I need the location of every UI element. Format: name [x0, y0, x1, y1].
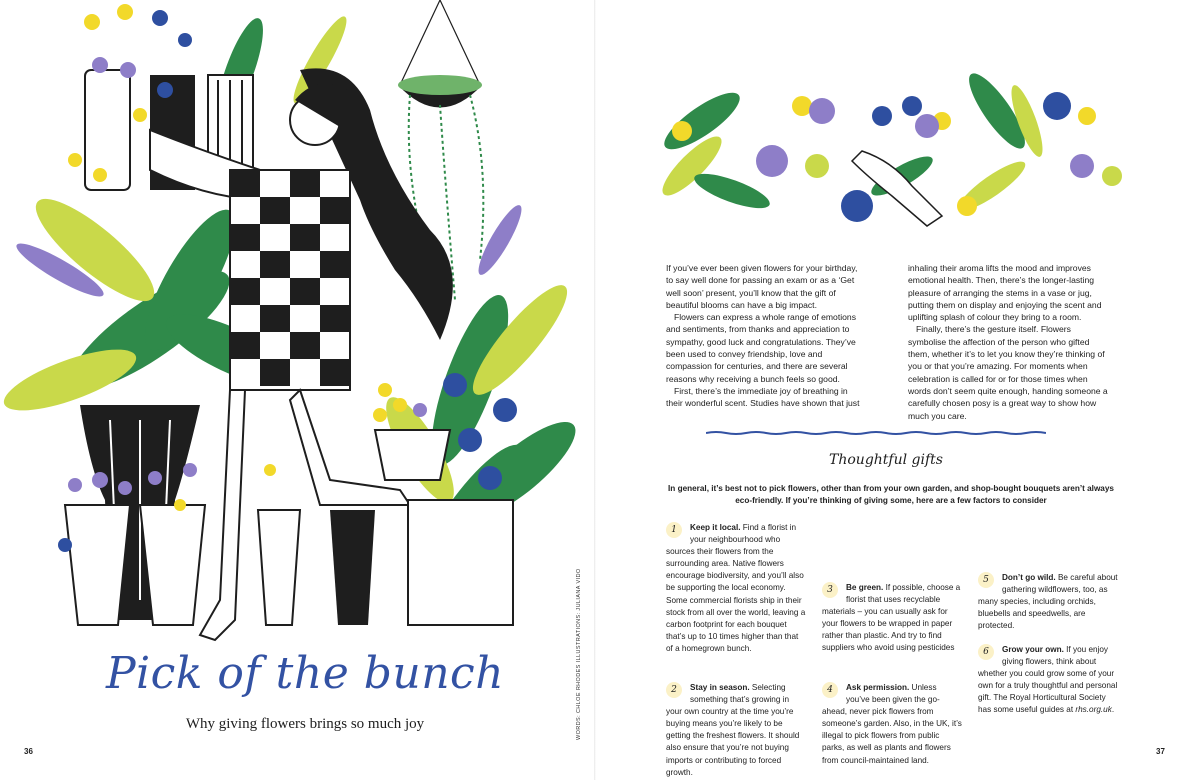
tip-number-badge: 3: [822, 582, 838, 598]
intro-paragraph: inhaling their aroma lifts the mood and improves emotional health. Then, there’s the longer-lasting pleasure of arranging the stems in a vase or jug, putting them on display and enjoying the scent and uplifting splash of colour they bring to a room.: [908, 263, 1102, 323]
page-number-left: 36: [24, 747, 33, 756]
left-page: [0, 0, 595, 780]
tip-item: [666, 522, 806, 655]
tip-text-tail: .: [1111, 705, 1115, 715]
intro-column-1: [666, 262, 866, 410]
article-title: Pick of the bunch: [105, 648, 505, 699]
tip-item: [822, 682, 962, 767]
credit-line: WORDS: CHLOE RHODES ILLUSTRATIONS: JULIANA VIDO: [576, 568, 582, 740]
tip-heading: Ask permission.: [846, 683, 910, 692]
tip-number-badge: 6: [978, 644, 994, 660]
tip-item: [822, 582, 962, 655]
tip-heading: Stay in season.: [690, 683, 750, 692]
tip-number-badge: 5: [978, 572, 994, 588]
woman-arranging-flowers-illustration: [0, 0, 595, 650]
tip-number-badge: 2: [666, 682, 682, 698]
tip-heading: Don’t go wild.: [1002, 573, 1056, 582]
tip-text: Selecting something that’s growing in your own country at the time you’re buying means you’re likely to be getting the freshest flowers. It should also ensure that you’re not buying imports or contributing to forced growth.: [666, 683, 800, 777]
right-page: [596, 0, 1191, 780]
tip-text: If you enjoy giving flowers, think about whether you could grow some of your own for a truly thoughtful and personal gift. The Royal Horticultural Society has some useful guides at: [978, 645, 1118, 715]
tip-number-badge: 4: [822, 682, 838, 698]
box-title: Thoughtful gifts: [829, 452, 943, 468]
tip-heading: Keep it local.: [690, 523, 741, 532]
tip-heading: Be green.: [846, 583, 884, 592]
tip-item: [978, 572, 1118, 632]
article-subtitle: Why giving flowers brings so much joy: [185, 716, 425, 732]
rhs-link[interactable]: rhs.org.uk: [1075, 705, 1112, 715]
wavy-divider: [706, 430, 1046, 436]
intro-paragraph: Finally, there’s the gesture itself. Flowers symbolise the affection of the person who gifted them, whether it’s to let you know they’re thinking of you or that you’re amazing. For moments when celebration is called for or for those times when words don’t seem quite enough, handing someone a carefully chosen posy is a great way to show how much you care.: [908, 324, 1108, 421]
box-intro: In general, it’s best not to pick flowers, other than from your own garden, and shop-bought bouquets aren’t always eco-friendly. If you’re thinking of giving some, here are a few factors to consider: [668, 484, 1114, 505]
intro-paragraph: First, there’s the immediate joy of breathing in their wonderful scent. Studies have shown that just: [666, 385, 860, 409]
intro-paragraph: If you’ve ever been given flowers for your birthday, to say well done for passing an exam or as a ‘Get well soon’ present, you’ll know that the gift of beautiful blooms can have a big impact.: [666, 263, 858, 310]
tip-text: Unless you’ve been given the go-ahead, never pick flowers from someone’s garden. Also, in the UK, it’s illegal to pick flowers from public parks, as well as plants and flowers from council-maintained land.: [822, 683, 962, 765]
intro-paragraph: Flowers can express a whole range of emotions and sentiments, from thanks and appreciation to sympathy, good luck and congratulations. They’ve been used to convey friendship, love and compassion for centuries, and there are several reasons why receiving a bunch feels so good.: [666, 312, 856, 384]
tip-item: [978, 644, 1118, 717]
tip-number-badge: 1: [666, 522, 682, 538]
tip-text: If possible, choose a florist that uses recyclable materials – you can usually ask for your flowers to be wrapped in paper rather than plastic. And try to find suppliers who avoid using pesticides: [822, 583, 961, 653]
tip-heading: Grow your own.: [1002, 645, 1064, 654]
floor-vases: [65, 405, 513, 625]
tip-item: [666, 682, 806, 779]
bouquet-banner-illustration: [662, 66, 1132, 236]
page-number-right: 37: [1156, 747, 1165, 756]
tip-text: Be careful about gathering wildflowers, too, as many species, including orchids, bluebells and speedwells, are protected.: [978, 573, 1118, 631]
tip-text: Find a florist in your neighbourhood who sources their flowers from the surrounding area. Native flowers encourage biodiversity, and you’ll also be supporting the local economy. Some commercial florists ship in their stock from all over the world, leaving a carbon footprint for each bouquet that’s up to 10 times higher than that of a homegrown bunch.: [666, 523, 806, 653]
intro-column-2: [908, 262, 1108, 422]
